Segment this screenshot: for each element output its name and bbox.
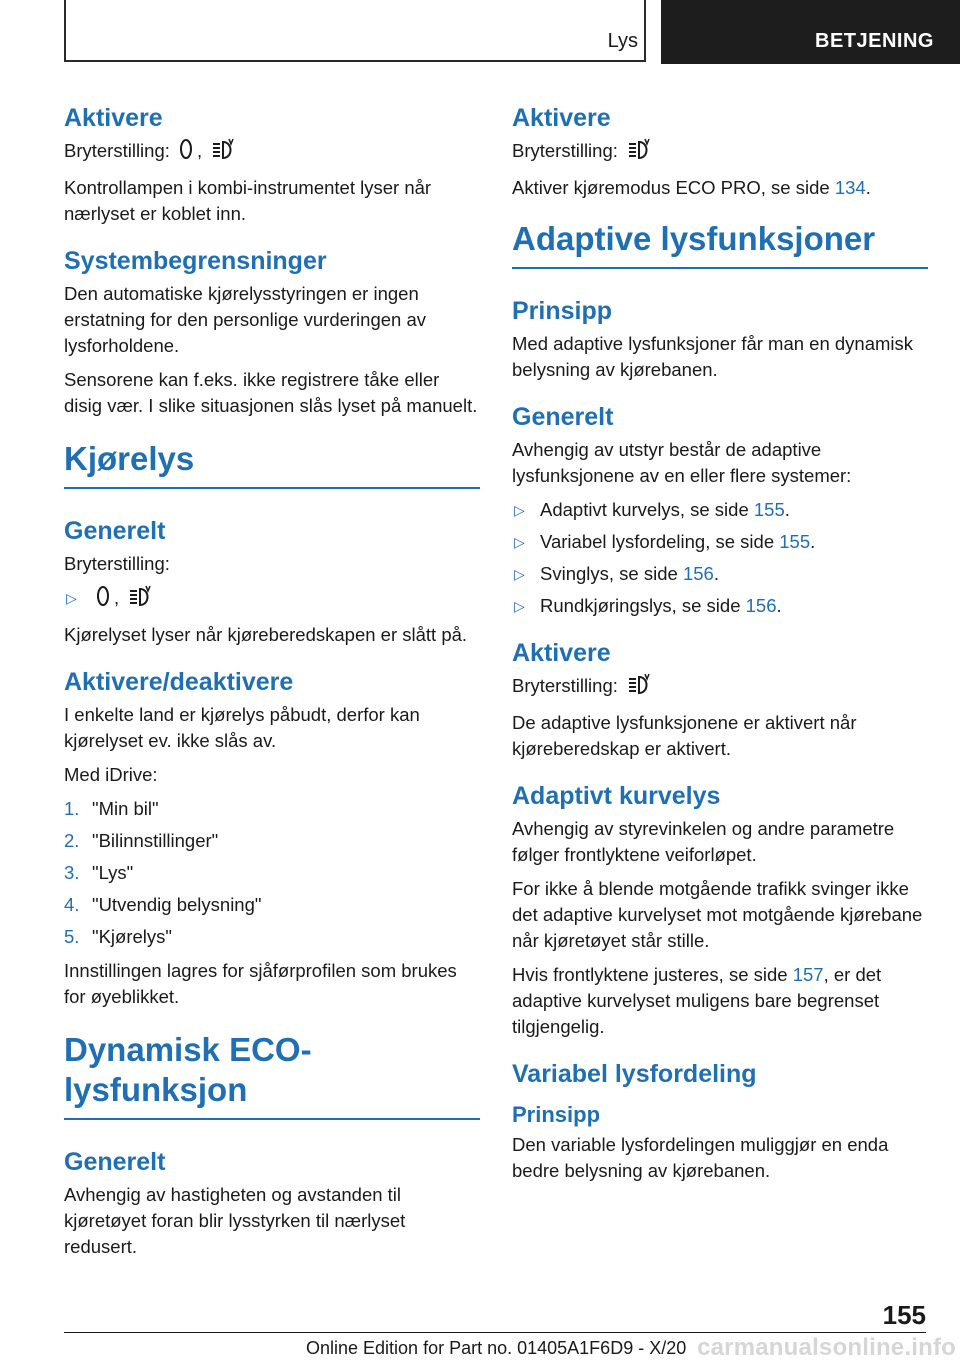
switch-position-line (64, 138, 480, 167)
aktdeakt-paragraph-3: Innstillingen lagres for sjåførprofilen som brukes for øyeblikket. (64, 960, 457, 1007)
section-systembegrensninger (64, 245, 480, 419)
switch-position-label: Bryterstilling: (512, 140, 618, 161)
footer-divider (64, 1332, 926, 1333)
heading-prinsipp: Prinsipp (512, 297, 613, 325)
header-chapter-tab (661, 0, 960, 64)
section-kjorelys-generelt (64, 515, 480, 648)
heading-aktivere: Aktivere (512, 104, 611, 132)
header-section-title: Lys (607, 30, 638, 52)
section-variabel-lysfordeling (512, 1058, 928, 1184)
item-period: . (713, 563, 719, 584)
kurvelys-paragraph-1: Avhengig av styrevinkelen og andre parametre følger frontlyktene veiforløpet. (512, 818, 895, 865)
reference-text: Hvis frontlyktene justeres, se side (512, 964, 793, 985)
item-period: . (810, 531, 816, 552)
watermark: carmanualsonline.info (697, 1334, 956, 1361)
aktdeakt-paragraph-2: Med iDrive: (64, 764, 158, 785)
section-adaptive-generelt (512, 401, 928, 619)
list-item (512, 497, 928, 523)
section-eco-generelt (64, 1146, 480, 1260)
list-item (64, 924, 480, 950)
item-period: . (784, 499, 790, 520)
page-number: 155 (882, 1300, 926, 1330)
switch-position-label: Bryterstilling: (512, 675, 618, 696)
light-off-icon (96, 585, 110, 614)
step-text: "Lys" (92, 862, 134, 883)
heading-adaptivt-kurvelys: Adaptivt kurvelys (512, 782, 721, 810)
triangle-bullet-icon: ▷ (514, 566, 525, 582)
switch-position-line (512, 673, 928, 702)
section-aktivere-deaktivere (64, 666, 480, 1010)
header-chapter-label: BETJENING (815, 30, 934, 52)
adaptive-systems-list (512, 497, 928, 619)
item-text: Adaptivt kurvelys, se side (540, 499, 754, 520)
item-text: Svinglys, se side (540, 563, 683, 584)
chapter-heading-kjorelys: Kjørelys (64, 439, 480, 489)
left-column (64, 102, 480, 1278)
triangle-bullet-icon: ▷ (514, 502, 525, 518)
separator-comma: , (114, 587, 120, 608)
section-aktivere-right (512, 102, 928, 201)
auto-headlight-icon (627, 673, 653, 702)
light-off-icon (179, 138, 193, 167)
adaptive-aktivere-description: De adaptive lysfunksjonene er aktivert når kjøreberedskap er aktivert. (512, 712, 857, 759)
eco-description: Avhengig av hastigheten og avstanden til kjøretøyet foran blir lysstyrken til nærlyset redusert. (64, 1184, 406, 1257)
item-text: Rundkjøringslys, se side (540, 595, 746, 616)
step-text: "Kjørelys" (92, 926, 172, 947)
switch-position-label: Bryterstilling: (64, 140, 170, 161)
section-aktivere-left (64, 102, 480, 227)
list-item (64, 796, 480, 822)
kurvelys-paragraph-3 (512, 962, 928, 1040)
systembeg-paragraph-2: Sensorene kan f.eks. ikke registrere tåke eller disig vær. I slike situasjonen slås lyset på manuelt. (64, 369, 478, 416)
list-item (512, 529, 928, 555)
heading-aktivere: Aktivere (64, 104, 163, 132)
footer-edition: Online Edition for Part no. 01405A1F6D9 - X/20 (306, 1338, 687, 1358)
heading-aktivere: Aktivere (512, 639, 611, 667)
kurvelys-paragraph-2: For ikke å blende motgående trafikk svinger ikke det adaptive kurvelyset mot motgående kjørebane når kjøretøyet står stille. (512, 878, 923, 951)
variabel-description: Den variable lysfordelingen muliggjør en enda bedre belysning av kjørebanen. (512, 1134, 889, 1181)
page-link-156[interactable]: 156 (682, 563, 714, 584)
reference-text: Aktiver kjøremodus ECO PRO, se side (512, 177, 835, 198)
list-item (64, 585, 480, 614)
switch-position-list (64, 585, 480, 614)
triangle-bullet-icon: ▷ (514, 598, 525, 614)
step-number: 5. (64, 926, 80, 947)
aktdeakt-paragraph-1: I enkelte land er kjørelys påbudt, derfor kan kjørelyset ev. ikke slås av. (64, 704, 420, 751)
step-number: 4. (64, 894, 80, 915)
reference-period: . (865, 177, 871, 198)
triangle-bullet-icon: ▷ (514, 534, 525, 550)
chapter-heading-eco: Dynamisk ECO-lysfunksjon (64, 1030, 480, 1120)
aktivere-description: Kontrollampen i kombi-instrumentet lyser når nærlyset er koblet inn. (64, 177, 432, 224)
idrive-steps-list (64, 796, 480, 950)
reference-text-end: , er det adaptive kurvelyset muligens bare begrenset tilgjengelig. (512, 964, 882, 1037)
list-item (64, 860, 480, 886)
item-period: . (776, 595, 782, 616)
systembeg-paragraph-1: Den automatiske kjørelysstyringen er ingen erstatning for den personlige vurderingen av lysforholdene. (64, 283, 427, 356)
section-adaptive-aktivere (512, 637, 928, 762)
step-number: 3. (64, 862, 80, 883)
heading-variabel-lysfordeling: Variabel lysfordeling (512, 1060, 757, 1088)
list-item (512, 561, 928, 587)
page-link-156[interactable]: 156 (745, 595, 777, 616)
auto-headlight-icon (211, 138, 237, 167)
step-text: "Utvendig belysning" (92, 894, 262, 915)
step-number: 1. (64, 798, 80, 819)
item-text: Variabel lysfordeling, se side (540, 531, 780, 552)
header-frame (64, 0, 646, 62)
heading-generelt: Generelt (64, 517, 166, 545)
auto-headlight-icon (627, 138, 653, 167)
generelt-description: Avhengig av utstyr består de adaptive lysfunksjonene av en eller flere systemer: (512, 439, 852, 486)
separator-comma: , (197, 140, 203, 161)
heading-generelt: Generelt (64, 1148, 166, 1176)
triangle-bullet-icon: ▷ (66, 590, 77, 606)
section-adaptivt-kurvelys (512, 780, 928, 1040)
heading-generelt: Generelt (512, 403, 614, 431)
step-text: "Bilinnstillinger" (92, 830, 219, 851)
kjorelys-description: Kjørelyset lyser når kjøreberedskapen er slått på. (64, 624, 468, 645)
list-item (64, 828, 480, 854)
chapter-heading-adaptive: Adaptive lysfunksjoner (512, 219, 928, 269)
list-item (64, 892, 480, 918)
section-prinsipp (512, 295, 928, 383)
heading-prinsipp: Prinsipp (512, 1102, 601, 1127)
page-link-155[interactable]: 155 (779, 531, 811, 552)
list-item (512, 593, 928, 619)
page-link-155[interactable]: 155 (753, 499, 785, 520)
step-text: "Min bil" (92, 798, 159, 819)
page-header (64, 0, 960, 64)
eco-pro-reference (512, 175, 928, 201)
page-link-134[interactable]: 134 (834, 177, 866, 198)
prinsipp-description: Med adaptive lysfunksjoner får man en dynamisk belysning av kjørebanen. (512, 333, 914, 380)
switch-position-label: Bryterstilling: (64, 553, 170, 574)
auto-headlight-icon (128, 585, 154, 614)
step-number: 2. (64, 830, 80, 851)
heading-systembegrensninger: Systembegrensninger (64, 247, 327, 275)
page-link-157[interactable]: 157 (792, 964, 824, 985)
right-column (512, 102, 928, 1202)
heading-aktivere-deaktivere: Aktivere/deaktivere (64, 668, 294, 696)
switch-position-line (512, 138, 928, 167)
